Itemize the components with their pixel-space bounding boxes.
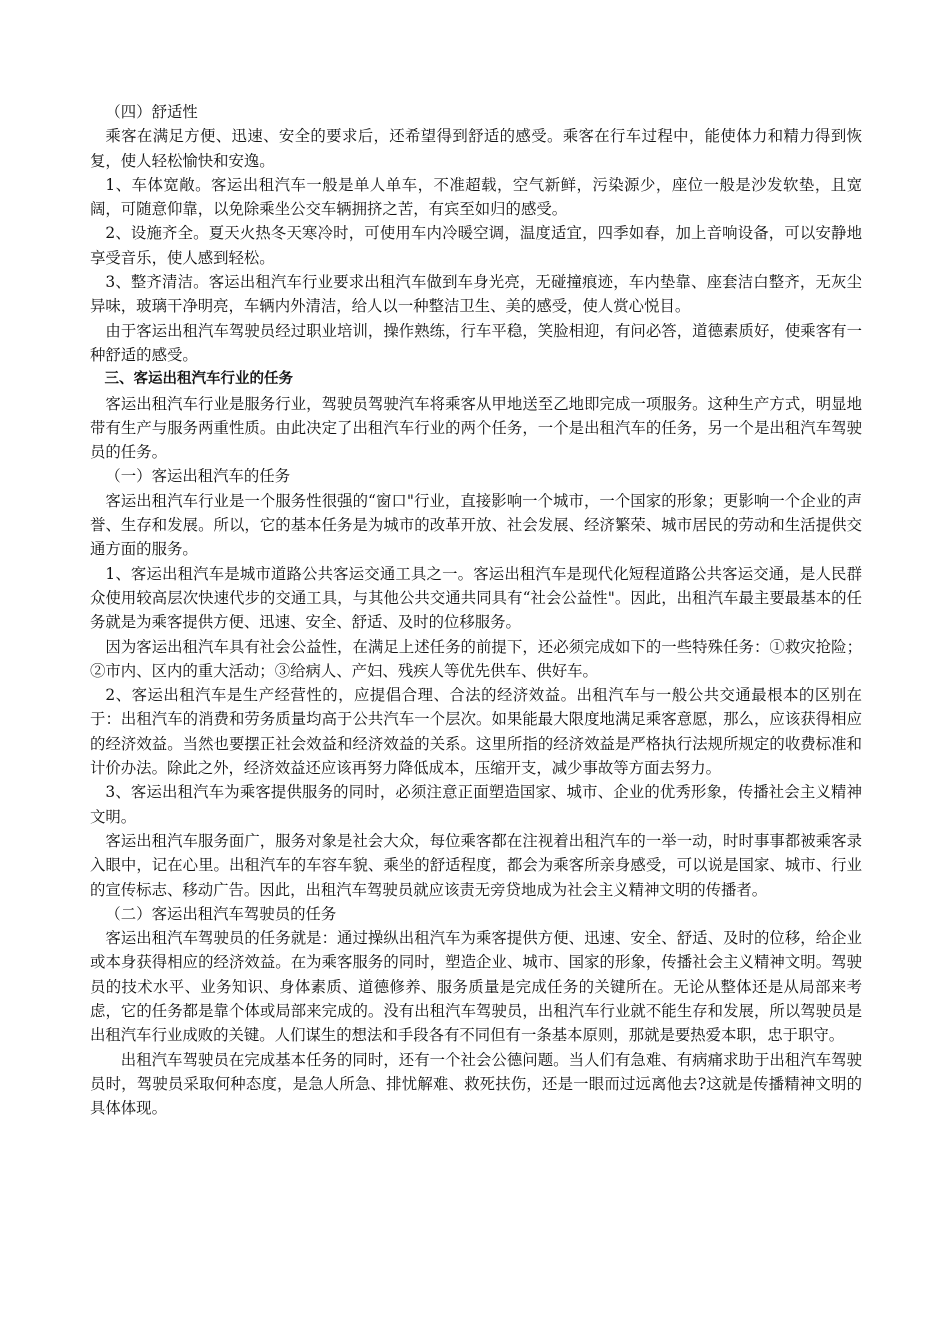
list-item: 2、设施齐全。夏天火热冬天寒冷时，可使用车内冷暖空调，温度适宜，四季如春，加上音响设备，可以安静地享受音乐，使人感到轻松。	[90, 224, 862, 267]
paragraph: 由于客运出租汽车驾驶员经过职业培训，操作熟练，行车平稳，笑脸相迎，有问必答，道德素质好，使乘客有一种舒适的感受。	[90, 321, 862, 364]
document-page	[90, 100, 862, 1120]
paragraph: 客运出租汽车行业是服务行业，驾驶员驾驶汽车将乘客从甲地送至乙地即完成一项服务。这种生产方式，明显地带有生产与服务两重性质。由此决定了出租汽车行业的两个任务，一个是出租汽车的任务，另一个是出租汽车驾驶员的任务。	[90, 394, 862, 462]
section-heading-tasks: 三、客运出租汽车行业的任务	[104, 371, 293, 388]
paragraph: 乘客在满足方便、迅速、安全的要求后，还希望得到舒适的感受。乘客在行车过程中，能使体力和精力得到恢复，使人轻松愉快和安逸。	[90, 127, 862, 170]
paragraph: 客运出租汽车行业是一个服务性很强的“窗口"行业，直接影响一个城市，一个国家的形象；更影响一个企业的声誉、生存和发展。所以，它的基本任务是为城市的改革开放、社会发展、经济繁荣、城市居民的劳动和生活提供交通方面的服务。	[90, 491, 862, 559]
list-item: 1、车体宽敞。客运出租汽车一般是单人单车，不准超载，空气新鲜，污染源少，座位一般是沙发软垫，且宽阔，可随意仰靠，以免除乘坐公交车辆拥挤之苦，有宾至如归的感受。	[90, 175, 862, 219]
paragraph: 因为客运出租汽车具有社会公益性，在满足上述任务的前提下，还必须完成如下的一些特殊任务：①救灾抢险；②市内、区内的重大活动；③给病人、产妇、残疾人等优先供车、供好车。	[90, 637, 862, 680]
list-item: 2、客运出租汽车是生产经营性的，应提倡合理、合法的经济效益。出租汽车与一般公共交通最根本的区别在于：出租汽车的消费和劳务质量均高于公共汽车一个层次。如果能最大限度地满足乘客意愿，那么，应该获得相应的经济效益。当然也要摆正社会效益和经济效益的关系。这里所指的经济效益是严格执行法规所规定的收费标准和计价办法。除此之外，经济效益还应该再努力降低成本，压缩开支，减少事故等方面去努力。	[90, 686, 862, 778]
subsection-heading-taxi-tasks: （一）客运出租汽车的任务	[105, 467, 291, 486]
list-item: 3、整齐清洁。客运出租汽车行业要求出租汽车做到车身光亮，无碰撞痕迹，车内垫靠、座套洁白整齐，无灰尘异味，玻璃干净明亮，车辆内外清洁，给人以一种整洁卫生、美的感受，使人赏心悦目。	[90, 273, 862, 316]
list-item: 1、客运出租汽车是城市道路公共客运交通工具之一。客运出租汽车是现代化短程道路公共客运交通，是人民群众使用较高层次快速代步的交通工具，与其他公共交通共同具有“社会公益性"。因此，出租汽车最主要最基本的任务就是为乘客提供方便、迅速、安全、舒适、及时的位移服务。	[90, 564, 862, 632]
subsection-heading-driver-tasks: （二）客运出租汽车驾驶员的任务	[105, 904, 337, 923]
section-heading-comfort: （四）舒适性	[105, 103, 198, 121]
paragraph: 客运出租汽车驾驶员的任务就是：通过操纵出租汽车为乘客提供方便、迅速、安全、舒适、及时的位移，给企业或本身获得相应的经济效益。在为乘客服务的同时，塑造企业、城市、国家的形象，传播社会主义精神文明。驾驶员的技术水平、业务知识、身体素质、道德修养、服务质量是完成任务的关键所在。无论从整体还是从局部来考虑，它的任务都是靠个体或局部来完成的。没有出租汽车驾驶员，出租汽车行业就不能生存和发展，所以驾驶员是出租汽车行业成败的关键。人们谋生的想法和手段各有不同但有一条基本原则，那就是要热爱本职，忠于职守。	[90, 929, 862, 1045]
list-item: 3、客运出租汽车为乘客提供服务的同时，必须注意正面塑造国家、城市、企业的优秀形象，传播社会主义精神文明。	[90, 783, 862, 826]
paragraph: 出租汽车驾驶员在完成基本任务的同时，还有一个社会公德问题。当人们有急难、有病痛求助于出租汽车驾驶员时，驾驶员采取何种态度，是急人所急、排忧解难、救死扶伤，还是一眼而过远离他去?这就是传播精神文明的具体体现。	[90, 1050, 862, 1118]
paragraph: 客运出租汽车服务面广，服务对象是社会大众，每位乘客都在注视着出租汽车的一举一动，时时事事都被乘客录入眼中，记在心里。出租汽车的车容车貌、乘坐的舒适程度，都会为乘客所亲身感受，可以说是国家、城市、行业的宣传标志、移动广告。因此，出租汽车驾驶员就应该责无旁贷地成为社会主义精神文明的传播者。	[90, 831, 862, 899]
